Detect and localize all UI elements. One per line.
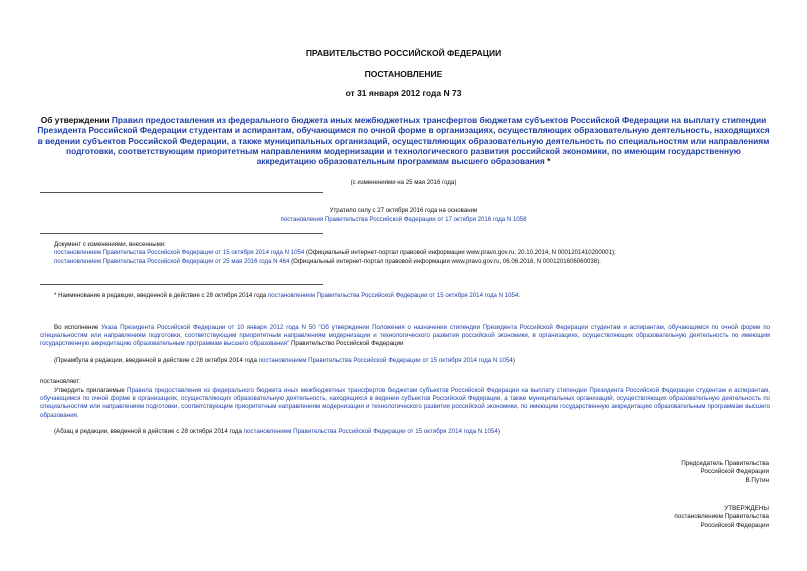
approval-stamp	[674, 505, 769, 530]
approved-rules-link[interactable]: Правила предоставления из федерального бюджета иных межбюджетных трансфертов бюджетам субъектов Российской Федерации на выплату стипендии Президента Российской Федерации студентам и аспирантам, обучающимся по очной форме в организациях, осуществляющих образовательную деятельность, находящихся в ведении субъектов Российской Федерации, а также муниципальных организаций, осуществляющих образовательную деятельность по специальностям или направлениям подготовки, соответствующим приоритетным направлениям модернизации и технологического развития российской экономики, по имеющим государственную аккредитацию образовательным программам высшего образования.	[40, 387, 770, 419]
change-source-2016: (Официальный интернет-портал правовой информации www.pravo.gov.ru, 06.06.2016, N 0001201606060038).	[289, 257, 601, 265]
presidential-decree-link[interactable]: Указа Президента Российской Федерации от 10 января 2012 года N 50 "Об утверждении Положения о назначении стипендии Президента Российской Федерации студентам и аспирантам, обучающимся по очной форме по специальностям или направлениям подготовки, соответствующим приоритетным направлениям модернизации и технологического развития российской экономики, в организациях, осуществляющих образовательную деятельность по имеющим государственную аккредитацию образовательным программам высшего образования"	[40, 324, 771, 348]
footnote-link[interactable]: постановлением Правительства Российской Федерации от 15 октября 2014 года N 1054	[268, 292, 519, 299]
title-rules-link[interactable]: Правил предоставления из федерального бюджета иных межбюджетных трансфертов бюджетам субъектов Российской Федерации на выплату стипендии Президента Российской Федерации студентам и аспирантам, обучающимся по очной форме в организациях, осуществляющих образовательную деятельность, находящихся в ведении субъектов Российской Федерации, а также муниципальных организаций, осуществляющих образовательную деятельность по специальностям или направлениям подготовки, соответствующим приоритетным направлениям модернизации и технологического развития российской экономики, по имеющим государственную аккредитацию образовательным программам высшего образования	[37, 115, 770, 167]
preamble-note-end: )	[512, 357, 515, 364]
approved-label: УТВЕРЖДЕНЫ	[724, 505, 769, 512]
title-suffix: *	[544, 156, 551, 167]
preamble-edition-note	[54, 357, 770, 365]
preamble-note-text: (Преамбула в редакции, введенной в действие с 28 октября 2014 года	[54, 357, 259, 364]
change-source-2014: (Официальный интернет-портал правовой информации www.pravo.gov.ru, 20.10.2014, N 0001201410200001);	[304, 249, 616, 257]
preamble-paragraph	[40, 324, 770, 349]
invalidated-text: Утратило силу с 27 октября 2016 года на основании	[329, 207, 478, 214]
change-link-2016[interactable]: постановлением Правительства Российской Федерации от 25 мая 2016 года N 464	[54, 257, 290, 265]
footnote-text: * Наименование в редакции, введенной в действие с 28 октября 2014 года	[54, 292, 268, 299]
title-prefix: Об утверждении	[40, 115, 112, 125]
resolves-note-link[interactable]: постановлением Правительства Российской Федерации от 15 октября 2014 года N 1054	[243, 428, 498, 435]
footnote	[54, 292, 774, 300]
document-title	[36, 115, 771, 166]
signature-name: В.Путин	[745, 476, 769, 484]
change-item	[54, 249, 774, 257]
divider	[40, 192, 323, 193]
document-date-number: от 31 января 2012 года N 73	[345, 88, 462, 98]
resolves-heading: постановляет:	[40, 378, 81, 385]
preamble-note-link[interactable]: постановлением Правительства Российской Федерации от 15 октября 2014 года N 1054	[258, 357, 513, 364]
preamble-end: Правительство Российской Федерации	[289, 340, 404, 348]
changes-block	[54, 241, 774, 266]
divider	[40, 233, 323, 234]
preamble-start: Во исполнение	[54, 324, 102, 331]
approved-by: постановлением Правительства	[674, 513, 769, 521]
divider	[40, 284, 323, 285]
changes-heading: Документ с изменениями, внесенными:	[54, 241, 166, 248]
resolves-start: Утвердить прилагаемые	[54, 387, 128, 394]
invalidated-notice	[0, 206, 807, 224]
footnote-end: .	[518, 292, 520, 299]
change-item	[54, 258, 774, 266]
change-link-2014[interactable]: постановлением Правительства Российской Федерации от 15 октября 2014 года N 1054	[54, 249, 305, 257]
resolves-note-end: )	[497, 428, 500, 435]
approved-country: Российской Федерации	[700, 521, 769, 529]
signature-block	[681, 460, 769, 485]
resolves-edition-note	[54, 428, 770, 436]
amended-note: (с изменениями на 25 мая 2016 года)	[350, 179, 457, 186]
resolves-paragraph	[40, 387, 770, 420]
document-type-heading: ПОСТАНОВЛЕНИЕ	[364, 69, 443, 79]
signature-position: Председатель Правительства	[681, 460, 769, 467]
authority-heading: ПРАВИТЕЛЬСТВО РОССИЙСКОЙ ФЕДЕРАЦИИ	[305, 48, 502, 58]
invalidated-link[interactable]: постановления Правительства Российской Федерации от 17 октября 2016 года N 1058	[280, 216, 527, 223]
signature-country: Российской Федерации	[700, 468, 769, 476]
resolves-note-text: (Абзац в редакции, введенной в действие с 28 октября 2014 года	[54, 428, 244, 435]
